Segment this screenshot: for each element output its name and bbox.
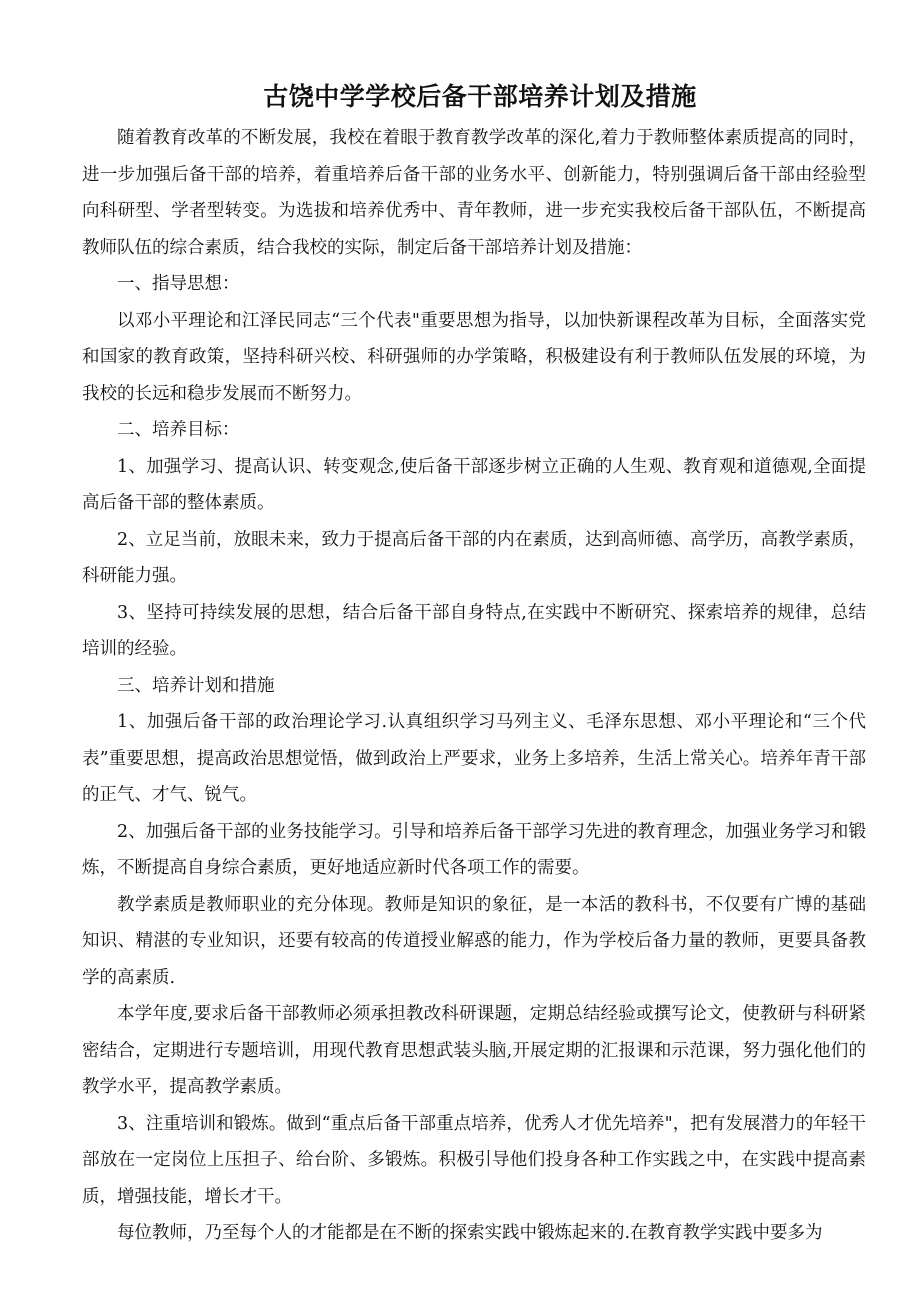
document-body	[82, 120, 866, 1252]
section-heading-guiding-ideology: 一、指导思想：	[117, 274, 240, 294]
teaching-quality-paragraph: 教学素质是教师职业的充分体现。教师是知识的象征，是一本活的教科书，不仅要有广博的基础知识、精湛的专业知识，还要有较高的传道授业解惑的能力，作为学校后备力量的教师，更要具备教学的高素质.	[82, 894, 866, 988]
measure-item-3: 3、注重培训和锻炼。做到“重点后备干部重点培养，优秀人才优先培养"，把有发展潜力的年轻干部放在一定岗位上压担子、给台阶、多锻炼。积极引导他们投身各种工作实践之中，在实践中提高素质，增强技能，增长才干。	[82, 1113, 866, 1207]
section-heading-plan-measures: 三、培养计划和措施	[117, 675, 275, 696]
guiding-ideology-paragraph: 以邓小平理论和江泽民同志“三个代表"重要思想为指导，以加快新课程改革为目标，全面落实党和国家的教育政策，坚持科研兴校、科研强师的办学策略，积极建设有利于教师队伍发展的环境，为我校的长远和稳步发展而不断努力。	[82, 310, 866, 404]
intro-paragraph: 随着教育改革的不断发展，我校在着眼于教育教学改革的深化,着力于教师整体素质提高的同时，进一步加强后备干部的培养，着重培养后备干部的业务水平、创新能力，特别强调后备干部由经验型向科研型、学者型转变。为选拔和培养优秀中、青年教师，进一步充实我校后备干部队伍，不断提高教师队伍的综合素质，结合我校的实际，制定后备干部培养计划及措施：	[82, 128, 866, 258]
academic-year-paragraph: 本学年度,要求后备干部教师必须承担教改科研课题，定期总结经验或撰写论文，使教研与科研紧密结合，定期进行专题培训，用现代教育思想武装头脑,开展定期的汇报课和示范课，努力强化他们的教学水平，提高教学素质。	[82, 1004, 866, 1097]
practice-paragraph: 每位教师，乃至每个人的才能都是在不断的探索实践中锻炼起来的.在教育教学实践中要多为	[117, 1223, 823, 1243]
measure-item-1: 1、加强后备干部的政治理论学习.认真组织学习马列主义、毛泽东思想、邓小平理论和“三个代表”重要思想，提高政治思想觉悟，做到政治上严要求，业务上多培养，生活上常关心。培养年青干部的正气、才气、锐气。	[82, 712, 866, 805]
goal-item-2: 2、立足当前，放眼未来，致力于提高后备干部的内在素质，达到高师德、高学历，高教学素质，科研能力强。	[82, 529, 866, 586]
document-title: 古饶中学学校后备干部培养计划及措施	[263, 82, 697, 111]
goal-item-3: 3、坚持可持续发展的思想，结合后备干部自身特点,在实践中不断研究、探索培养的规律，总结培训的经验。	[82, 602, 866, 659]
measure-item-2: 2、加强后备干部的业务技能学习。引导和培养后备干部学习先进的教育理念，加强业务学习和锻炼，不断提高自身综合素质，更好地适应新时代各项工作的需要。	[82, 821, 866, 878]
section-heading-training-goals: 二、培养目标：	[117, 420, 240, 440]
goal-item-1: 1、加强学习、提高认识、转变观念,使后备干部逐步树立正确的人生观、教育观和道德观,全面提高后备干部的整体素质。	[82, 456, 866, 513]
